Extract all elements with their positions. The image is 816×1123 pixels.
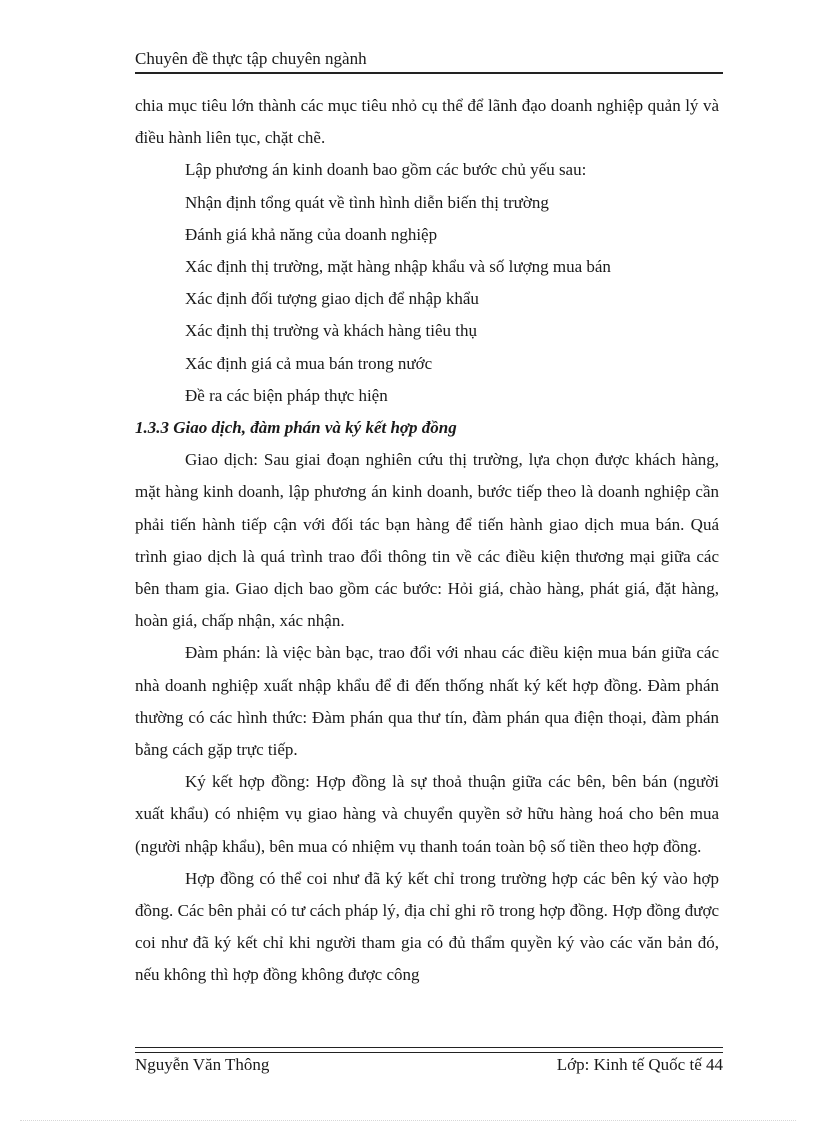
page-header: Chuyên đề thực tập chuyên ngành (135, 48, 723, 74)
section-heading: 1.3.3 Giao dịch, đàm phán và ký kết hợp đồng (135, 418, 457, 438)
paragraph-giao-dich: Giao dịch: Sau giai đoạn nghiên cứu thị trường, lựa chọn được khách hàng, mặt hàng kinh doanh, lập phương án kinh doanh, bước tiếp theo là doanh nghiệp cần phải tiến hành tiếp cận với đối tác bạn hàng để tiến hành giao dịch mua bán. Quá trình giao dịch là quá trình trao đổi thông tin về các điều kiện thương mại giữa các bên tham gia. Giao dịch bao gồm các bước: Hỏi giá, chào hàng, phát giá, đặt hàng, hoàn giá, chấp nhận, xác nhận. (135, 450, 719, 631)
list-item: Xác định đối tượng giao dịch để nhập khẩu (185, 289, 479, 309)
paragraph-hop-dong: Hợp đồng có thể coi như đã ký kết chỉ trong trường hợp các bên ký vào hợp đồng. Các bên phải có tư cách pháp lý, địa chỉ ghi rõ trong hợp đồng. Hợp đồng được coi như đã ký kết chỉ khi người tham gia có đủ thẩm quyền ký vào các văn bản đó, nếu không thì hợp đồng không được công (135, 868, 719, 985)
paragraph-dam-phan: Đàm phán: là việc bàn bạc, trao đổi với nhau các điều kiện mua bán giữa các nhà doanh nghiệp xuất nhập khẩu để đi đến thống nhất ký kết hợp đồng. Đàm phán thường có các hình thức: Đàm phán qua thư tín, đàm phán qua điện thoại, đàm phán bằng cách gặp trực tiếp. (135, 643, 719, 760)
footer-author: Nguyễn Văn Thông (135, 1055, 270, 1074)
list-item: Xác định thị trường và khách hàng tiêu thụ (185, 321, 478, 341)
footer-divider (135, 1047, 723, 1053)
footer-class: Lớp: Kinh tế Quốc tế 44 (556, 1055, 723, 1074)
page-footer (135, 1054, 723, 1076)
list-item: Đánh giá khả năng của doanh nghiệp (185, 224, 438, 244)
list-item: Nhận định tổng quát về tình hình diễn biến thị trường (185, 192, 549, 212)
steps-intro: Lập phương án kinh doanh bao gồm các bước chủ yếu sau: (185, 160, 587, 180)
list-item: Xác định thị trường, mặt hàng nhập khẩu và số lượng mua bán (185, 257, 611, 277)
list-item: Xác định giá cả mua bán trong nước (185, 353, 433, 373)
paragraph-intro-continuation: chia mục tiêu lớn thành các mục tiêu nhỏ cụ thể để lãnh đạo doanh nghiệp quản lý và điều hành liên tục, chặt chẽ. (135, 96, 719, 148)
list-item: Đề ra các biện pháp thực hiện (185, 385, 388, 405)
paragraph-ky-ket: Ký kết hợp đồng: Hợp đồng là sự thoả thuận giữa các bên, bên bán (người xuất khẩu) có nhiệm vụ giao hàng và chuyển quyền sở hữu hàng hoá cho bên mua (người nhập khẩu), bên mua có nhiệm vụ thanh toán toàn bộ số tiền theo hợp đồng. (135, 772, 719, 856)
page-body (135, 90, 719, 992)
page-edge-divider (20, 1120, 796, 1121)
